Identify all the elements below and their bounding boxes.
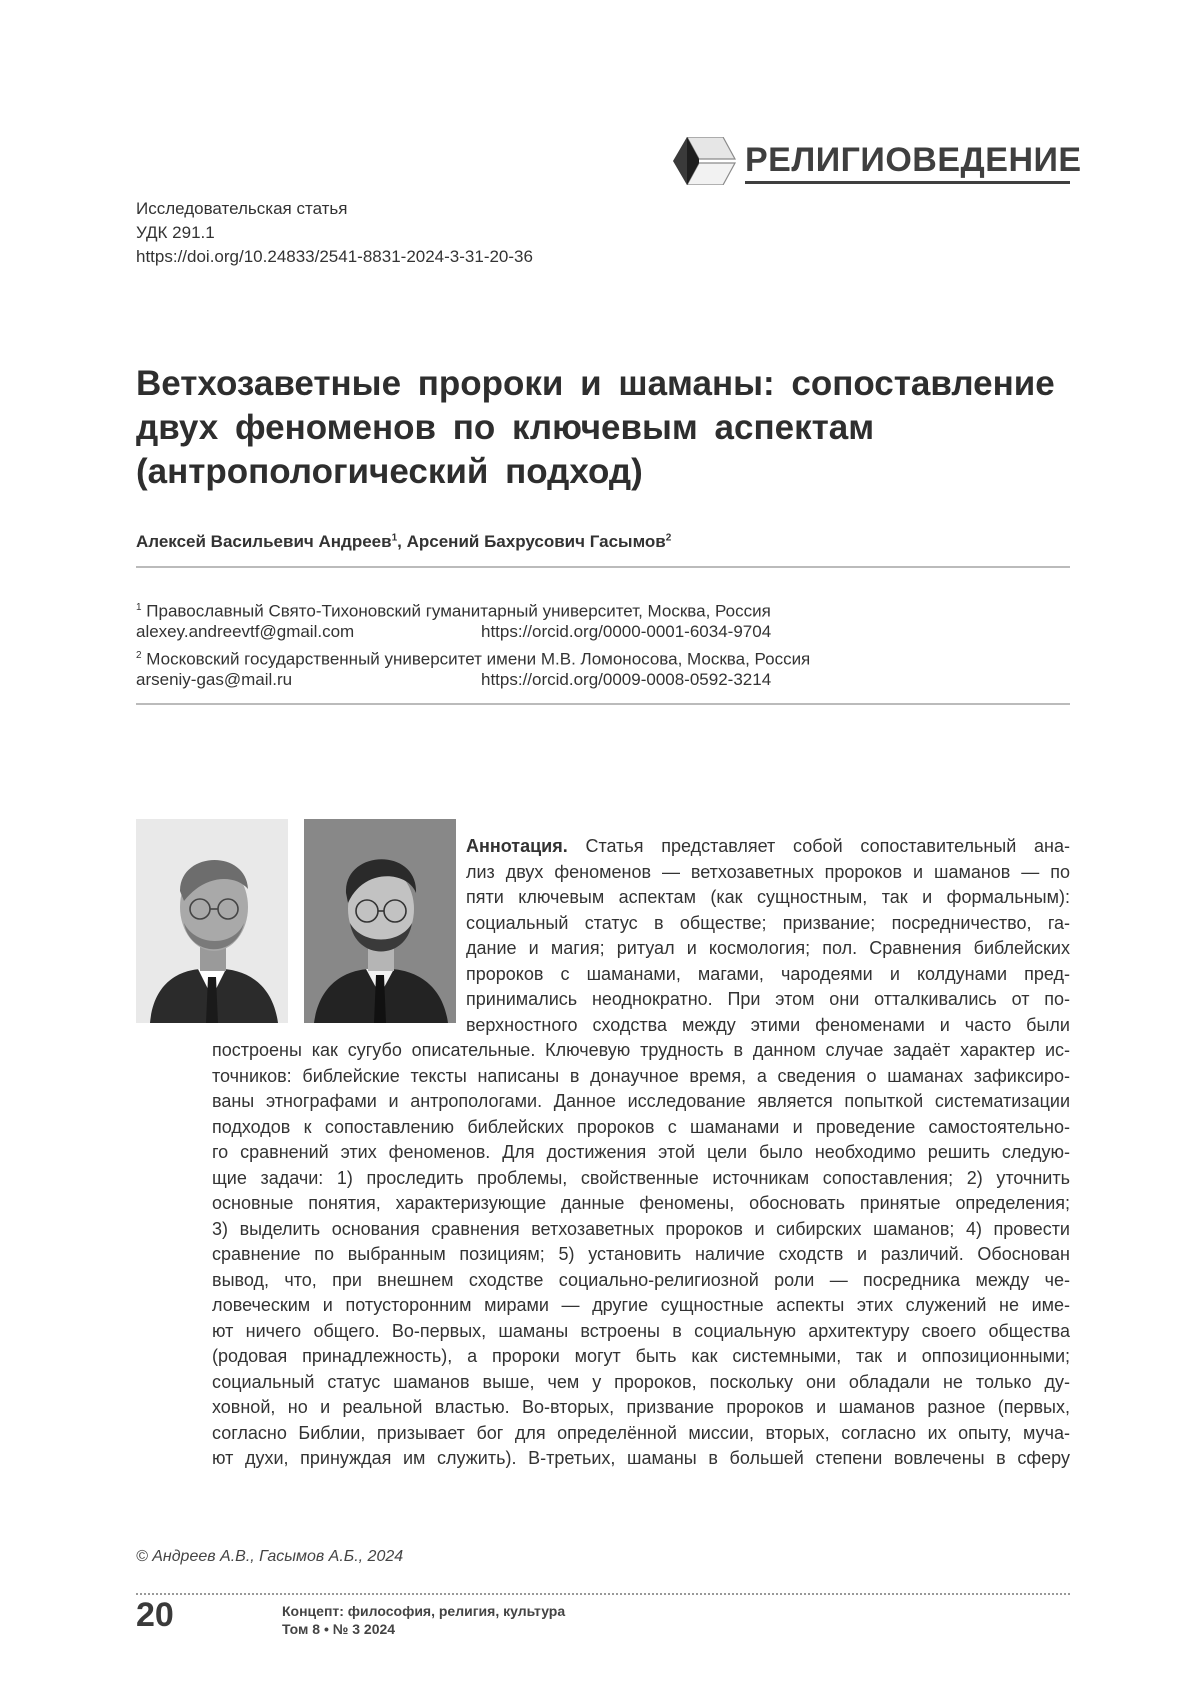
abstract-line: согласно Библии, призывает бог для определённой миссии, вторых, согласно их опыту, муча- xyxy=(212,1422,1070,1443)
abstract-bottom xyxy=(212,1038,1070,1472)
author-orcid-1[interactable]: https://orcid.org/0000-0001-6034-9704 xyxy=(481,622,772,641)
abstract-line: подходов к сопоставлению библейских пророков с шаманами и проведение самостоятельно- xyxy=(212,1116,1070,1137)
abstract-line: пророков с шаманами, магами, чародеями и колдунами пред- xyxy=(466,963,1070,984)
author-name-2: Арсений Бахрусович Гасымов xyxy=(406,532,666,551)
section-header xyxy=(673,137,1082,185)
abstract-line: лиз двух феноменов — ветхозаветных пророков и шаманов — по xyxy=(466,861,1070,882)
abstract-line: ют духи, принуждая им служить). В-третьих, шаманы в большей степени вовлечены в сферу xyxy=(212,1448,1070,1468)
author-line xyxy=(136,532,671,552)
abstract-line: ют ничего общего. Во-первых, шаманы встроены в социальную архитектуру своего общества xyxy=(212,1320,1070,1341)
section-title: РЕЛИГИОВЕДЕНИЕ xyxy=(745,141,1082,179)
affiliation-1-contacts xyxy=(136,620,1070,644)
footer-divider xyxy=(136,1593,1070,1595)
abstract-top xyxy=(466,834,1070,1038)
journal-volume: Том 8 • № 3 2024 xyxy=(282,1621,396,1637)
section-underline xyxy=(745,181,1070,184)
author-sup-2: 2 xyxy=(665,532,672,544)
authors-divider xyxy=(136,566,1070,568)
author-name-1: Алексей Васильевич Андреев xyxy=(136,532,392,551)
abstract-line: дание и магия; ритуал и космология; пол. Сравнения библейских xyxy=(466,938,1070,958)
affiliations-divider xyxy=(136,703,1070,705)
abstract-line: пяти ключевым аспектам (как сущностным, так и формальным): xyxy=(466,887,1070,907)
abstract-line: ховной, но и реальной властью. Во-вторых, призвание пророков и шаманов разное (первых, xyxy=(212,1397,1070,1417)
abstract-line: основные понятия, характеризующие данные феномены, обосновать принятые определения; xyxy=(212,1193,1070,1213)
affiliation-sup: 2 xyxy=(136,650,142,661)
abstract-line: построены как сугубо описательные. Ключевую трудность в данном случае задаёт характер ис- xyxy=(212,1040,1070,1060)
affiliation-1 xyxy=(136,596,1070,620)
article-type: Исследовательская статья xyxy=(136,199,348,218)
cube-logo-icon xyxy=(673,137,737,185)
abstract-line: 3) выделить основания сравнения ветхозаветных пророков и сибирских шаманов; 4) провести xyxy=(212,1218,1070,1239)
abstract-line: социальный статус в обществе; призвание; посредничество, га- xyxy=(466,912,1070,933)
affiliation-2-contacts xyxy=(136,668,1070,692)
affiliations xyxy=(136,596,1070,692)
page-number: 20 xyxy=(136,1596,174,1634)
abstract-line: социальный статус шаманов выше, чем у пророков, поскольку они обладали не только ду- xyxy=(212,1371,1070,1392)
udk-code: УДК 291.1 xyxy=(136,223,215,242)
affiliation-2 xyxy=(136,644,1070,668)
abstract-line: го сравнений этих феноменов. Для достижения этой цели было необходимо решить следую- xyxy=(212,1142,1070,1162)
abstract-line: ваны этнографами и антропологами. Данное исследование является попыткой систематизации xyxy=(212,1091,1070,1111)
copyright: © Андреев А.В., Гасымов А.Б., 2024 xyxy=(136,1548,404,1565)
abstract-label: Аннотация. xyxy=(466,836,568,856)
author-separator: , xyxy=(397,532,407,551)
journal-info xyxy=(282,1602,565,1638)
author-photo-2 xyxy=(304,819,456,1023)
author-photo-1 xyxy=(136,819,288,1023)
abstract-line: вывод, что, при внешнем сходстве социально-религиозной роли — посредника между че- xyxy=(212,1269,1070,1290)
abstract-line: точников: библейские тексты написаны в донаучное время, а сведения о шаманах зафиксиро- xyxy=(212,1065,1070,1086)
author-sup-1: 1 xyxy=(391,532,398,544)
abstract-line: щие задачи: 1) проследить проблемы, свойственные источникам сопоставления; 2) уточнить xyxy=(212,1167,1070,1188)
doi-link[interactable]: https://doi.org/10.24833/2541-8831-2024-3-31-20-36 xyxy=(136,247,533,266)
author-orcid-2[interactable]: https://orcid.org/0009-0008-0592-3214 xyxy=(481,670,772,689)
journal-name: Концепт: философия, религия, культура xyxy=(282,1603,566,1619)
abstract-line: (родовая принадлежность), а пророки могут быть как системными, так и оппозиционными; xyxy=(212,1346,1070,1366)
abstract-line: принимались неоднократно. При этом они отталкивались от по- xyxy=(466,989,1070,1009)
author-email-2[interactable]: arseniy-gas@mail.ru xyxy=(136,670,293,689)
article-title: Ветхозаветные пророки и шаманы: сопоставление двух феноменов по ключевым аспектам (антропологический подход) xyxy=(136,364,1055,491)
affiliation-org: Православный Свято-Тихоновский гуманитарный университет, Москва, Россия xyxy=(141,601,771,621)
affiliation-sup: 1 xyxy=(136,602,142,613)
abstract-line: сравнение по выбранным позициям; 5) установить наличие сходств и различий. Обоснован xyxy=(212,1244,1070,1264)
abstract-line: Аннотация. Статья представляет собой сопоставительный ана- xyxy=(466,836,1070,856)
article-meta xyxy=(136,197,533,269)
author-email-1[interactable]: alexey.andreevtf@gmail.com xyxy=(136,622,355,641)
affiliation-org: Московский государственный университет имени М.В. Ломоносова, Москва, Россия xyxy=(141,649,811,669)
abstract-line: верхностного сходства между этими феноменами и часто были xyxy=(466,1014,1070,1035)
abstract-line: ловеческим и потусторонним мирами — другие сущностные аспекты этих служений не име- xyxy=(212,1295,1070,1315)
